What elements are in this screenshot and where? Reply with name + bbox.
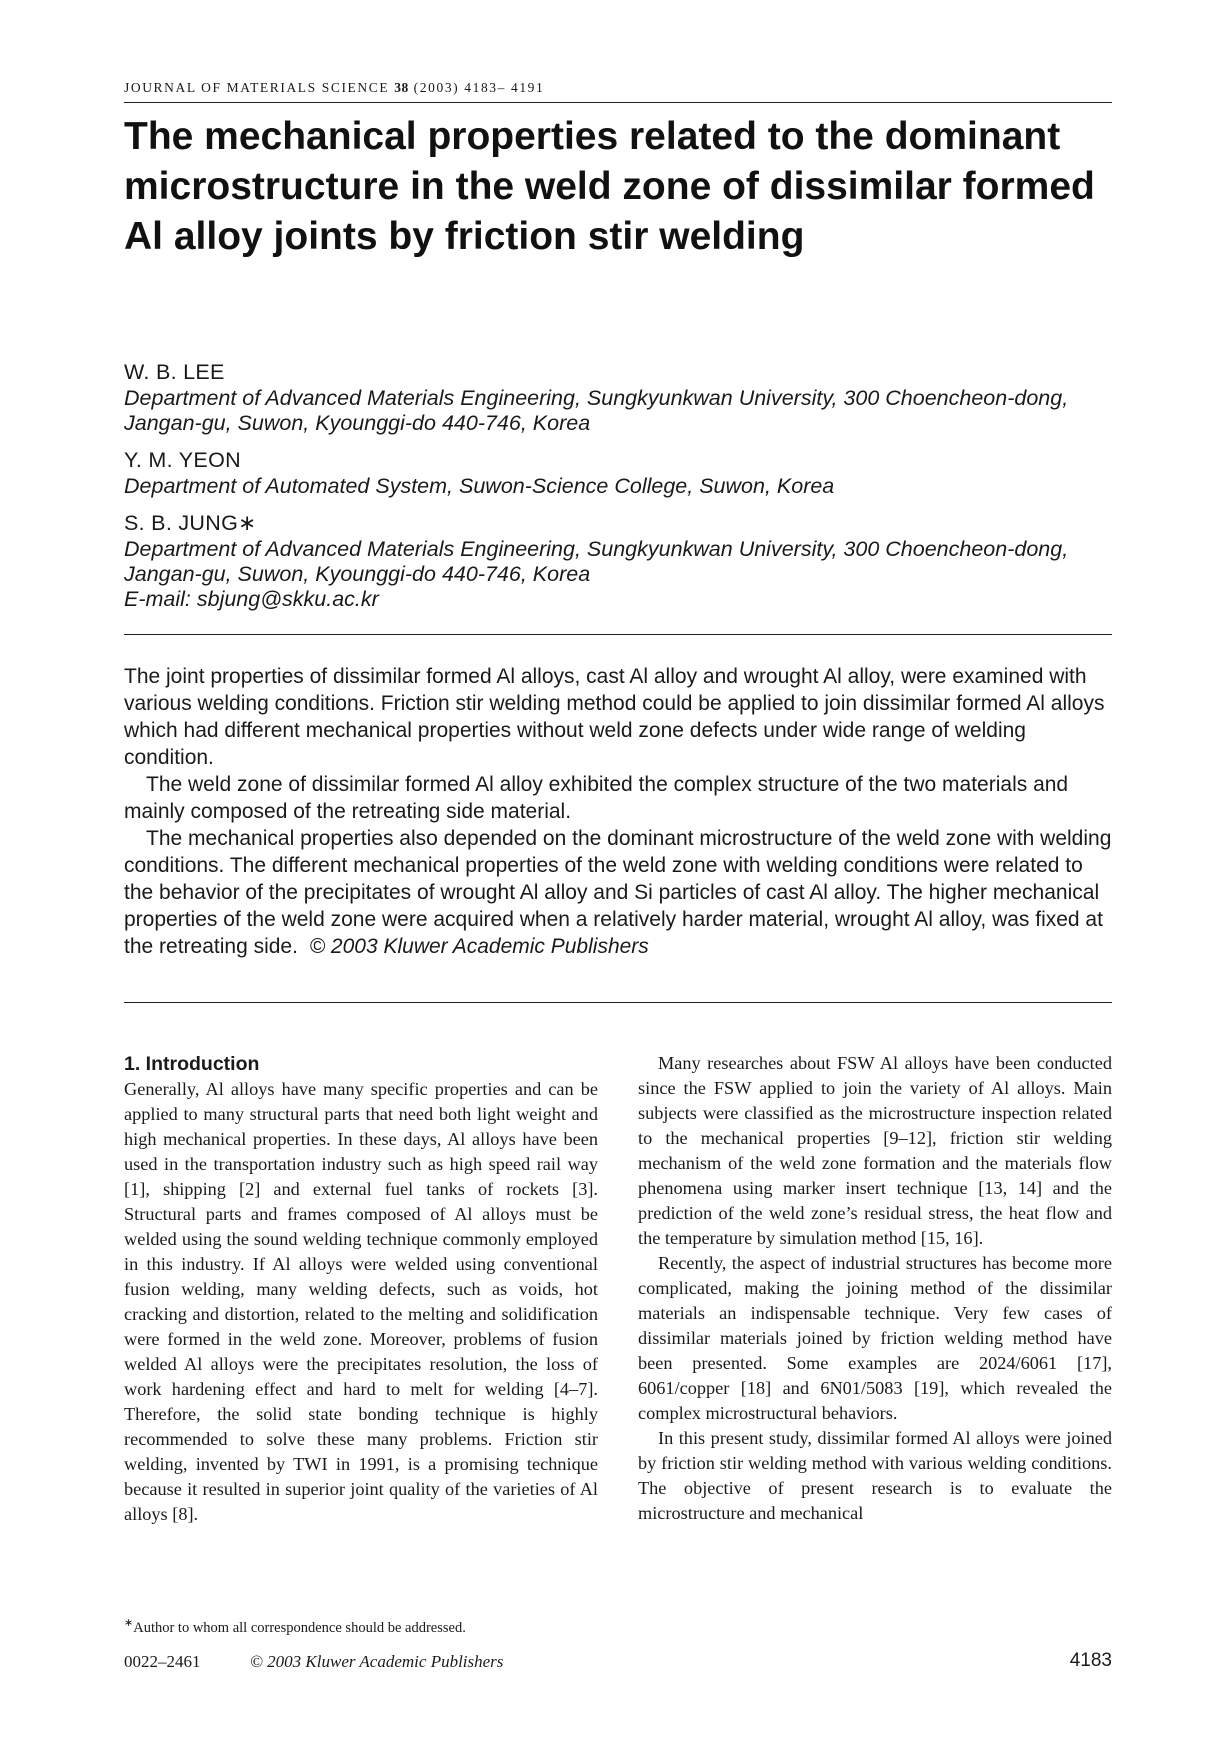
- body-paragraph: Many researches about FSW Al alloys have been conducted since the FSW applied to join the variety of Al alloys. Main subjects were classified as the microstructure inspection related to the mechanical properties [9–12], friction stir welding mechanism of the weld zone formation and the materials flow phenomena using marker insert technique [13, 14] and the prediction of the weld zone’s residual stress, the heat flow and the temperature by simulation method [15, 16].: [638, 1053, 1112, 1248]
- abstract-paragraph: The joint properties of dissimilar formed Al alloys, cast Al alloy and wrought Al alloy, were examined with various welding conditions. Friction stir welding method could be applied to join dissimilar formed Al alloys which had different mechanical properties without weld zone defects under wide range of welding condition.: [124, 665, 1105, 769]
- left-column: [124, 1051, 598, 1527]
- right-column: [638, 1051, 1112, 1526]
- running-head: [124, 80, 1112, 103]
- paper-page: [124, 0, 1112, 1748]
- author-affiliation: Department of Automated System, Suwon-Science College, Suwon, Korea: [124, 474, 835, 498]
- section-heading: 1. Introduction: [124, 1053, 260, 1075]
- abstract-paragraph: [124, 825, 1112, 960]
- author-email: E-mail: sbjung@skku.ac.kr: [124, 587, 379, 611]
- abstract-top-rule: [124, 634, 1112, 635]
- journal-year-pages: (2003) 4183– 4191: [413, 80, 545, 95]
- author-entry: [124, 509, 1112, 612]
- author-name: Y. M. YEON: [124, 448, 241, 472]
- abstract-text: The mechanical properties also depended on the dominant microstructure of the weld zone with welding conditions. The different mechanical properties of the weld zone with welding conditions were related to the behavior of the precipitates of wrought Al alloy and Si particles of cast Al alloy. The higher mechanical properties of the weld zone were acquired when a relatively harder material, wrought Al alloy, was fixed at the retreating side.: [124, 827, 1112, 958]
- body-paragraph: Recently, the aspect of industrial structures has become more complicated, making the joining method of the dissimilar materials an indispensable technique. Very few cases of dissimilar materials joined by friction welding method have been presented. Some examples are 2024/6061 [17], 6061/copper [18] and 6N01/5083 [19], which revealed the complex microstructural behaviors.: [638, 1253, 1112, 1423]
- footer-copyright: © 2003 Kluwer Academic Publishers: [250, 1652, 504, 1671]
- author-name: W. B. LEE: [124, 360, 225, 384]
- page-number: 4183: [1069, 1650, 1112, 1671]
- author-block: [124, 358, 1112, 622]
- footnote-text: Author to whom all correspondence should be addressed.: [133, 1619, 466, 1636]
- footnote-marker: ∗: [124, 1617, 134, 1629]
- abstract: [124, 663, 1112, 960]
- journal-volume: 38: [394, 80, 409, 95]
- author-affiliation: Department of Advanced Materials Engineering, Sungkyunkwan University, 300 Choencheon-dong, Jangan-gu, Suwon, Kyounggi-do 440-746, Korea: [124, 537, 1069, 586]
- body-paragraph: Generally, Al alloys have many specific properties and can be applied to many structural parts that need both light weight and high mechanical properties. In these days, Al alloys have been used in the transportation industry such as high speed rail way [1], shipping [2] and external fuel tanks of rockets [3]. Structural parts and frames composed of Al alloys must be welded using the sound welding technique commonly employed in this industry. If Al alloys were welded using conventional fusion welding, many welding defects, such as voids, hot cracking and distortion, related to the melting and solidification were formed in the weld zone. Moreover, problems of fusion welded Al alloys were the precipitates resolution, the loss of work hardening effect and hard to melt for welding [4–7]. Therefore, the solid state bonding technique is highly recommended to solve these many problems. Friction stir welding, invented by TWI in 1991, is a promising technique because it resulted in superior joint quality of the varieties of Al alloys [8].: [124, 1079, 598, 1524]
- footnote: [124, 1616, 724, 1637]
- body-paragraph: In this present study, dissimilar formed Al alloys were joined by friction stir welding method with various welding conditions. The objective of present research is to evaluate the microstructure and mechanical: [638, 1428, 1112, 1523]
- issn: 0022–2461: [124, 1652, 201, 1671]
- abstract-bottom-rule: [124, 1002, 1112, 1003]
- journal-name: JOURNAL OF MATERIALS SCIENCE: [124, 80, 390, 95]
- abstract-copyright: © 2003 Kluwer Academic Publishers: [309, 935, 649, 958]
- author-affiliation: Department of Advanced Materials Engineering, Sungkyunkwan University, 300 Choencheon-dong, Jangan-gu, Suwon, Kyounggi-do 440-746, Korea: [124, 386, 1069, 435]
- author-entry: [124, 446, 1112, 499]
- author-entry: [124, 358, 1112, 436]
- paper-title: The mechanical properties related to the dominant microstructure in the weld zone of dissimilar formed Al alloy joints by friction stir welding: [124, 115, 1095, 258]
- author-name: S. B. JUNG∗: [124, 511, 257, 535]
- abstract-paragraph: The weld zone of dissimilar formed Al alloy exhibited the complex structure of the two materials and mainly composed of the retreating side material.: [124, 773, 1069, 823]
